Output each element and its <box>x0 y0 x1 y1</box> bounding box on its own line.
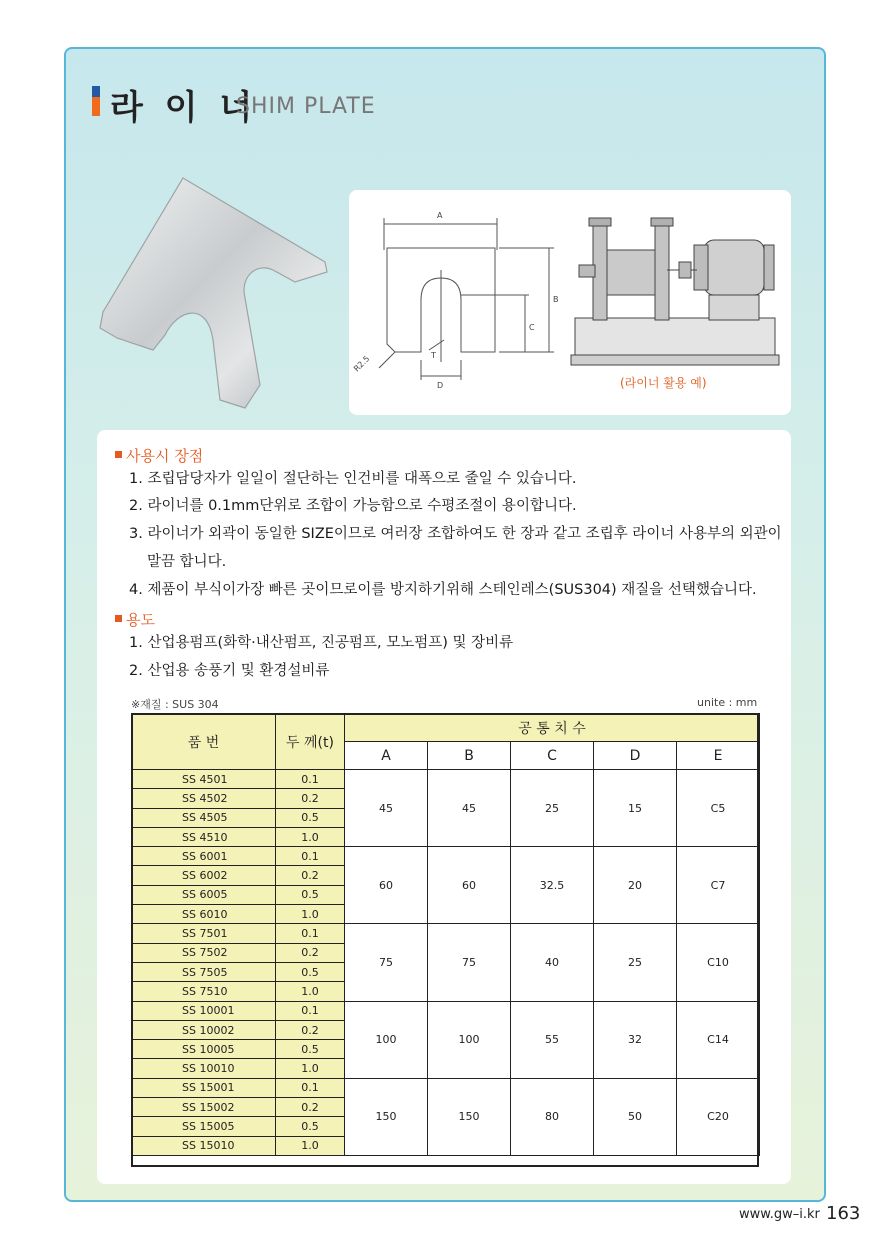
thickness-cell: 0.2 <box>276 1098 345 1117</box>
table-row <box>132 924 760 943</box>
dim-b-cell: 150 <box>428 1078 511 1155</box>
thickness-cell: 0.1 <box>276 924 345 943</box>
part-code-cell: SS 7501 <box>132 924 276 943</box>
part-code-cell: SS 4502 <box>132 789 276 808</box>
part-code-cell: SS 15010 <box>132 1136 276 1155</box>
thickness-cell: 1.0 <box>276 1136 345 1155</box>
page-number: 163 <box>826 1203 861 1224</box>
thickness-cell: 0.2 <box>276 789 345 808</box>
thickness-cell: 0.1 <box>276 847 345 866</box>
advantage-item: 말끔 합니다. <box>147 554 227 570</box>
dim-c-label: C <box>529 323 535 332</box>
col-c-header: C <box>511 742 594 770</box>
col-thickness-header: 두 께(t) <box>276 714 345 770</box>
part-code-cell: SS 6010 <box>132 905 276 924</box>
table-row <box>132 770 760 789</box>
thickness-cell: 0.2 <box>276 943 345 962</box>
thickness-cell: 0.5 <box>276 885 345 904</box>
bullet-square-icon <box>115 615 122 622</box>
dim-b-cell: 45 <box>428 770 511 847</box>
part-code-cell: SS 15002 <box>132 1098 276 1117</box>
part-code-cell: SS 10001 <box>132 1001 276 1020</box>
dim-a-label: A <box>437 211 443 220</box>
diagram-caption: (라이너 활용 예) <box>620 376 707 390</box>
part-code-cell: SS 7505 <box>132 962 276 981</box>
col-common-header: 공 통 치 수 <box>345 714 760 742</box>
part-code-cell: SS 10010 <box>132 1059 276 1078</box>
diagram-panel <box>349 190 791 415</box>
dimension-drawing <box>349 190 791 415</box>
thickness-cell: 0.1 <box>276 1001 345 1020</box>
advantages-heading: 사용시 장점 <box>115 445 203 466</box>
dim-a-cell: 100 <box>345 1001 428 1078</box>
thickness-cell: 0.2 <box>276 866 345 885</box>
table-row <box>132 1001 760 1020</box>
thickness-cell: 0.5 <box>276 962 345 981</box>
dim-d-cell: 15 <box>594 770 677 847</box>
col-b-header: B <box>428 742 511 770</box>
thickness-cell: 0.2 <box>276 1020 345 1039</box>
dim-e-cell: C20 <box>677 1078 760 1155</box>
dim-t-label: T <box>431 351 436 360</box>
col-d-header: D <box>594 742 677 770</box>
spec-table <box>131 713 760 1156</box>
dim-a-cell: 60 <box>345 847 428 924</box>
thickness-cell: 1.0 <box>276 982 345 1001</box>
part-code-cell: SS 7510 <box>132 982 276 1001</box>
table-row <box>132 1078 760 1097</box>
usage-item: 2. 산업용 송풍기 및 환경설비류 <box>129 663 330 679</box>
col-e-header: E <box>677 742 760 770</box>
dim-d-cell: 20 <box>594 847 677 924</box>
dim-e-cell: C14 <box>677 1001 760 1078</box>
dim-a-cell: 150 <box>345 1078 428 1155</box>
part-code-cell: SS 7502 <box>132 943 276 962</box>
usage-item: 1. 산업용펌프(화학·내산펌프, 진공펌프, 모노펌프) 및 장비류 <box>129 635 514 651</box>
footer-url: www.gw–i.kr <box>739 1207 820 1222</box>
dim-c-cell: 25 <box>511 770 594 847</box>
thickness-cell: 1.0 <box>276 1059 345 1078</box>
part-code-cell: SS 4501 <box>132 770 276 789</box>
shim-plate-photo <box>95 170 335 410</box>
part-code-cell: SS 10002 <box>132 1020 276 1039</box>
page-title: 라 이 너 <box>110 88 258 128</box>
part-code-cell: SS 6005 <box>132 885 276 904</box>
advantage-item: 3. 라이너가 외곽이 동일한 SIZE이므로 여러장 조합하여도 한 장과 같고 조립후 라이너 사용부의 외관이 <box>129 526 782 542</box>
part-code-cell: SS 10005 <box>132 1040 276 1059</box>
part-code-cell: SS 6001 <box>132 847 276 866</box>
dim-b-cell: 60 <box>428 847 511 924</box>
thickness-cell: 0.5 <box>276 1117 345 1136</box>
col-part-header: 품 번 <box>132 714 276 770</box>
dim-e-cell: C7 <box>677 847 760 924</box>
title-accent-icon <box>92 86 100 116</box>
advantage-item: 2. 라이너를 0.1mm단위로 조합이 가능함으로 수평조절이 용이합니다. <box>129 498 577 514</box>
dim-d-label: D <box>437 381 444 390</box>
usage-heading: 용도 <box>115 609 155 630</box>
dim-radius-label: R2.5 <box>352 354 372 374</box>
dim-a-cell: 75 <box>345 924 428 1001</box>
thickness-cell: 0.5 <box>276 808 345 827</box>
bullet-square-icon <box>115 451 122 458</box>
advantage-item: 1. 조립담당자가 일일이 절단하는 인건비를 대폭으로 줄일 수 있습니다. <box>129 471 577 487</box>
dim-a-cell: 45 <box>345 770 428 847</box>
dim-e-cell: C10 <box>677 924 760 1001</box>
dim-e-cell: C5 <box>677 770 760 847</box>
thickness-cell: 1.0 <box>276 827 345 846</box>
dim-b-label: B <box>553 295 559 304</box>
dim-c-cell: 32.5 <box>511 847 594 924</box>
unit-note: unite : mm <box>697 696 758 709</box>
dim-d-cell: 25 <box>594 924 677 1001</box>
part-code-cell: SS 6002 <box>132 866 276 885</box>
page-subtitle: SHIM PLATE <box>236 94 376 119</box>
thickness-cell: 1.0 <box>276 905 345 924</box>
table-row <box>132 847 760 866</box>
part-code-cell: SS 4505 <box>132 808 276 827</box>
thickness-cell: 0.1 <box>276 1078 345 1097</box>
advantage-item: 4. 제품이 부식이가장 빠른 곳이므로이를 방지하기위해 스테인레스(SUS304) 재질을 선택했습니다. <box>129 582 757 598</box>
thickness-cell: 0.1 <box>276 770 345 789</box>
material-note: ※재질 : SUS 304 <box>131 698 219 711</box>
dim-d-cell: 50 <box>594 1078 677 1155</box>
part-code-cell: SS 15001 <box>132 1078 276 1097</box>
part-code-cell: SS 15005 <box>132 1117 276 1136</box>
thickness-cell: 0.5 <box>276 1040 345 1059</box>
col-a-header: A <box>345 742 428 770</box>
dim-c-cell: 80 <box>511 1078 594 1155</box>
part-code-cell: SS 4510 <box>132 827 276 846</box>
dim-d-cell: 32 <box>594 1001 677 1078</box>
dim-c-cell: 40 <box>511 924 594 1001</box>
dim-b-cell: 75 <box>428 924 511 1001</box>
dim-c-cell: 55 <box>511 1001 594 1078</box>
dim-b-cell: 100 <box>428 1001 511 1078</box>
